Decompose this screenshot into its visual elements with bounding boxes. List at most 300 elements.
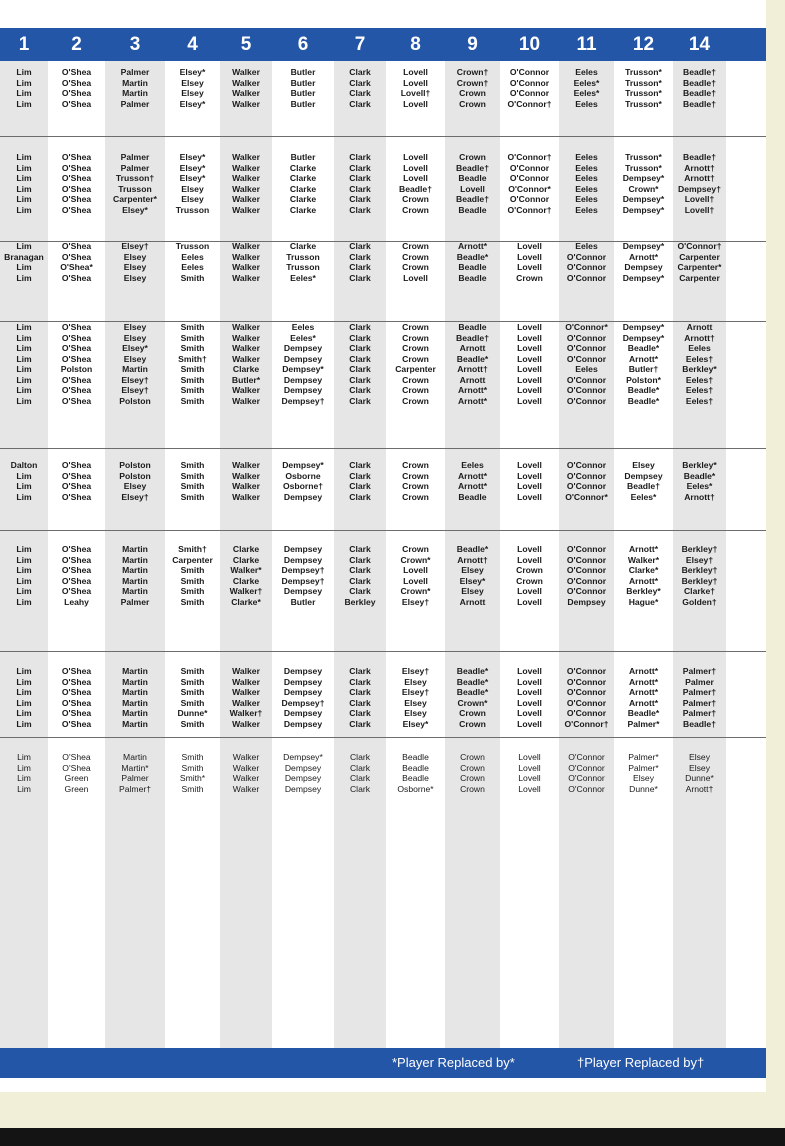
- player-name-cell: Lim: [16, 364, 32, 374]
- lineup-row: [0, 586, 766, 597]
- lineup-row: [0, 396, 766, 407]
- player-name-cell: Walker: [232, 251, 260, 262]
- player-name-cell: Green: [64, 783, 89, 794]
- player-name-cell: Dempsey: [283, 708, 323, 718]
- player-name-cell: Carpenter: [679, 251, 720, 262]
- lineup-row: [0, 666, 766, 677]
- player-name-cell: Walker: [232, 395, 260, 406]
- player-name-cell: Smith: [180, 586, 205, 596]
- lineup-row: [0, 597, 766, 608]
- player-name-cell: Walker: [232, 481, 260, 491]
- player-name-cell: O'Connor: [566, 460, 607, 470]
- player-name-cell: Clark: [349, 752, 371, 762]
- player-name-cell: Berkley*: [626, 586, 661, 596]
- column-header-8: 8: [410, 34, 421, 55]
- player-name-cell: Eeles: [688, 343, 711, 353]
- player-name-cell: Eeles*: [290, 332, 316, 343]
- player-name-cell: Trusson*: [625, 162, 662, 173]
- player-name-cell: Dempsey: [283, 718, 323, 729]
- player-name-cell: O'Connor*: [565, 491, 608, 502]
- player-name-cell: Arnott: [459, 596, 486, 607]
- player-name-cell: Lovell: [403, 98, 428, 109]
- player-name-cell: O'Connor: [566, 544, 607, 554]
- player-name-cell: Martin: [122, 586, 148, 596]
- player-name-cell: Eeles†: [685, 353, 714, 364]
- match-separator: [0, 737, 766, 738]
- player-name-cell: O'Connor: [566, 385, 607, 395]
- player-name-cell: Elsey: [181, 77, 204, 88]
- player-name-cell: O'Connor: [566, 666, 607, 676]
- player-name-cell: Dempsey*: [622, 204, 665, 215]
- player-name-cell: Arnott: [459, 374, 486, 385]
- player-name-cell: Lovell†: [684, 194, 715, 204]
- player-name-cell: Crown: [459, 152, 486, 162]
- player-name-cell: Martin: [122, 575, 148, 586]
- player-name-cell: Eeles: [575, 204, 598, 215]
- player-name-cell: Lim: [16, 374, 32, 385]
- player-name-cell: Dunne*: [177, 708, 208, 718]
- player-name-cell: Dempsey: [567, 596, 606, 607]
- player-name-cell: Palmer*: [628, 762, 659, 773]
- player-name-cell: Walker: [232, 67, 260, 77]
- lineup-row: [0, 471, 766, 482]
- player-name-cell: Osborne: [285, 470, 321, 481]
- player-name-cell: Smith: [181, 752, 204, 762]
- player-name-cell: Smith†: [178, 544, 207, 554]
- player-name-cell: Dempsey: [283, 554, 323, 565]
- player-name-cell: Polston*: [626, 374, 661, 385]
- player-name-cell: Lovell: [517, 586, 542, 596]
- player-name-cell: Butler: [290, 67, 316, 77]
- player-name-cell: Lovell†: [400, 88, 431, 98]
- player-name-cell: Beadle: [458, 204, 487, 215]
- player-name-cell: Dempsey: [283, 343, 323, 353]
- player-name-cell: Walker: [232, 752, 260, 762]
- player-name-cell: Crown: [460, 752, 485, 762]
- player-name-cell: Elsey†: [121, 385, 149, 395]
- player-name-cell: Arnott†: [457, 554, 488, 565]
- player-name-cell: Lim: [16, 194, 32, 204]
- player-name-cell: Eeles: [291, 322, 315, 332]
- player-name-cell: O'Shea: [61, 77, 92, 88]
- player-name-cell: O'Shea: [61, 88, 92, 98]
- lineup-row: [0, 152, 766, 163]
- player-name-cell: Polston: [60, 364, 93, 374]
- player-name-cell: Lovell: [517, 687, 542, 697]
- player-name-cell: Trusson*: [625, 152, 662, 162]
- player-name-cell: O'Shea: [61, 183, 92, 194]
- player-name-cell: O'Connor: [566, 481, 607, 491]
- player-name-cell: Lim: [17, 783, 31, 794]
- player-name-cell: Lim: [16, 554, 32, 565]
- player-name-cell: Arnott†: [684, 162, 715, 173]
- player-name-cell: Palmer: [120, 162, 150, 173]
- player-name-cell: Dempsey: [283, 374, 323, 385]
- player-name-cell: Martin: [122, 697, 148, 708]
- player-name-cell: Clark: [349, 460, 371, 470]
- column-header-1: 1: [18, 34, 30, 55]
- player-name-cell: Walker: [232, 783, 260, 794]
- player-name-cell: Elsey†: [121, 491, 149, 502]
- lineup-row: [0, 719, 766, 730]
- player-name-cell: Arnott*: [457, 385, 488, 395]
- player-name-cell: O'Connor†: [507, 152, 552, 162]
- player-name-cell: Trusson*: [625, 88, 662, 98]
- player-name-cell: Beadle*: [627, 708, 660, 718]
- player-name-cell: Lim: [17, 752, 31, 762]
- player-name-cell: Clark: [349, 565, 371, 575]
- player-name-cell: Golden†: [682, 596, 717, 607]
- player-name-cell: Lovell: [517, 364, 542, 374]
- player-name-cell: Arnott*: [457, 395, 488, 406]
- player-name-cell: Osborne†: [282, 481, 324, 491]
- lineup-row: [0, 99, 766, 110]
- player-name-cell: Dempsey: [284, 783, 322, 794]
- player-name-cell: Smith: [180, 460, 205, 470]
- player-name-cell: Palmer†: [682, 697, 717, 708]
- player-name-cell: Elsey*: [179, 67, 206, 77]
- player-name-cell: O'Shea: [61, 666, 92, 676]
- player-name-cell: Elsey: [688, 762, 710, 773]
- player-name-cell: O'Shea: [61, 697, 92, 708]
- player-name-cell: Lovell: [517, 718, 542, 729]
- lineup-row: [0, 252, 766, 263]
- player-name-cell: O'Connor: [566, 565, 607, 575]
- player-name-cell: Lovell: [517, 544, 542, 554]
- player-name-cell: Palmer: [685, 676, 714, 687]
- player-name-cell: O'Connor†: [507, 98, 552, 109]
- player-name-cell: Dempsey: [283, 353, 323, 364]
- player-name-cell: Trusson: [286, 262, 320, 272]
- player-name-cell: O'Shea: [61, 204, 92, 215]
- player-name-cell: Walker: [232, 718, 260, 729]
- player-name-cell: Lovell: [403, 77, 428, 88]
- player-name-cell: Arnott*: [628, 666, 659, 676]
- player-name-cell: Dempsey: [283, 676, 323, 687]
- player-name-cell: Lovell: [517, 322, 542, 332]
- player-name-cell: Palmer: [120, 152, 150, 162]
- player-name-cell: Berkley*: [682, 460, 717, 470]
- player-name-cell: O'Connor*: [565, 322, 608, 332]
- player-name-cell: Crown: [402, 262, 429, 272]
- player-name-cell: O'Shea: [61, 374, 92, 385]
- player-name-cell: Lovell: [517, 241, 542, 251]
- lineup-row: [0, 576, 766, 587]
- player-name-cell: Crown*: [628, 183, 659, 194]
- player-name-cell: Lim: [16, 544, 32, 554]
- player-name-cell: O'Shea: [61, 152, 92, 162]
- player-name-cell: Walker: [232, 460, 260, 470]
- player-name-cell: O'Shea: [61, 460, 92, 470]
- player-name-cell: Clark: [349, 544, 371, 554]
- lineup-row: [0, 78, 766, 89]
- player-name-cell: O'Connor: [509, 88, 550, 98]
- player-name-cell: Clark: [349, 481, 371, 491]
- player-name-cell: Beadle†: [683, 152, 716, 162]
- player-name-cell: Clarke: [289, 204, 317, 215]
- player-name-cell: Elsey*: [179, 98, 206, 109]
- player-name-cell: Lovell: [517, 666, 542, 676]
- player-name-cell: Dempsey*: [622, 173, 665, 183]
- match-separator: [0, 448, 766, 449]
- player-name-cell: Elsey: [461, 565, 484, 575]
- match-lineup-block: [0, 241, 766, 283]
- player-name-cell: Walker: [232, 241, 260, 251]
- player-name-cell: Clark: [349, 586, 371, 596]
- player-name-cell: Smith: [181, 762, 204, 773]
- player-name-cell: Beadle*: [456, 251, 489, 262]
- player-name-cell: Lim: [16, 241, 32, 251]
- player-name-cell: Smith: [180, 718, 205, 729]
- player-name-cell: Eeles*: [573, 88, 600, 98]
- player-name-cell: Elsey†: [121, 241, 149, 251]
- player-name-cell: Clark: [349, 718, 371, 729]
- player-name-cell: Lovell: [517, 708, 542, 718]
- player-name-cell: Carpenter*: [113, 194, 157, 204]
- player-name-cell: Lovell: [517, 395, 542, 406]
- player-name-cell: Beadle†: [683, 88, 716, 98]
- player-name-cell: Polston: [119, 395, 151, 406]
- player-name-cell: Lim: [16, 173, 32, 183]
- player-name-cell: Elsey: [123, 251, 147, 262]
- player-name-cell: O'Shea: [61, 575, 92, 586]
- lineup-row: [0, 544, 766, 555]
- player-name-cell: Dempsey: [283, 385, 323, 395]
- player-name-cell: Osborne*: [397, 783, 434, 794]
- player-name-cell: Butler*: [231, 374, 261, 385]
- player-name-cell: Palmer*: [628, 752, 659, 762]
- lineup-row: [0, 364, 766, 375]
- match-lineup-block: [0, 752, 766, 794]
- player-name-cell: Walker: [232, 262, 260, 272]
- player-name-cell: Lovell: [403, 67, 428, 77]
- player-name-cell: Eeles: [575, 194, 598, 204]
- lineup-row: [0, 343, 766, 354]
- player-name-cell: Arnott†: [457, 364, 488, 374]
- player-name-cell: O'Shea: [61, 241, 92, 251]
- player-name-cell: O'Shea: [61, 251, 92, 262]
- player-name-cell: Eeles: [575, 67, 598, 77]
- player-name-cell: Lovell: [517, 554, 542, 565]
- shirt-number-header: [0, 28, 766, 61]
- player-name-cell: Dempsey: [284, 762, 322, 773]
- player-name-cell: Trusson†: [115, 173, 155, 183]
- lineup-row: [0, 481, 766, 492]
- player-name-cell: Dempsey*: [622, 332, 665, 343]
- player-name-cell: O'Shea: [61, 470, 92, 481]
- player-name-cell: Trusson*: [625, 67, 662, 77]
- player-name-cell: Smith*: [179, 773, 206, 783]
- player-name-cell: Lovell: [403, 173, 428, 183]
- player-name-cell: Clark: [349, 98, 371, 109]
- player-name-cell: Walker: [232, 204, 260, 215]
- player-name-cell: Lim: [17, 773, 31, 783]
- player-name-cell: O'Connor†: [507, 204, 552, 215]
- player-name-cell: Clark: [349, 470, 371, 481]
- player-name-cell: Lovell: [403, 162, 428, 173]
- player-name-cell: Carpenter: [679, 272, 720, 283]
- player-name-cell: Beadle*: [456, 353, 489, 364]
- player-name-cell: O'Shea: [61, 353, 92, 364]
- player-name-cell: Clark: [349, 385, 371, 395]
- player-name-cell: Crown: [402, 470, 429, 481]
- player-name-cell: Dempsey: [284, 773, 322, 783]
- player-name-cell: Beadle: [458, 173, 487, 183]
- player-name-cell: Lovell: [518, 762, 541, 773]
- player-name-cell: O'Connor: [568, 752, 605, 762]
- lineup-row: [0, 354, 766, 365]
- player-name-cell: Smith: [180, 374, 205, 385]
- player-name-cell: Crown: [402, 322, 429, 332]
- match-lineup-block: [0, 460, 766, 502]
- player-name-cell: Berkley†: [681, 575, 718, 586]
- player-name-cell: Clark: [349, 183, 371, 194]
- match-lineup-block: [0, 67, 766, 109]
- player-name-cell: O'Connor: [566, 332, 607, 343]
- player-name-cell: Crown: [402, 460, 429, 470]
- player-name-cell: Dempsey*: [282, 364, 324, 374]
- player-name-cell: Palmer†: [682, 666, 717, 676]
- player-name-cell: Clark: [349, 88, 371, 98]
- player-name-cell: Lim: [16, 575, 32, 586]
- player-name-cell: O'Connor: [568, 762, 605, 773]
- player-name-cell: Lim: [16, 718, 32, 729]
- match-separator: [0, 530, 766, 531]
- player-name-cell: Lim: [16, 343, 32, 353]
- player-name-cell: Dempsey†: [281, 575, 325, 586]
- scan-bottom-edge: [0, 1128, 785, 1146]
- player-name-cell: Clark: [349, 251, 371, 262]
- player-name-cell: Lim: [16, 586, 32, 596]
- player-name-cell: Polston: [119, 470, 151, 481]
- player-name-cell: Arnott†: [684, 491, 715, 502]
- player-name-cell: Walker: [232, 687, 260, 697]
- player-name-cell: Crown: [402, 395, 429, 406]
- player-name-cell: Crown: [460, 773, 485, 783]
- player-name-cell: O'Connor: [566, 395, 607, 406]
- player-name-cell: Lovell: [403, 152, 428, 162]
- lineup-row: [0, 375, 766, 386]
- player-name-cell: Martin: [122, 666, 148, 676]
- player-name-cell: Dempsey: [283, 586, 323, 596]
- lineup-row: [0, 241, 766, 252]
- player-name-cell: Lim: [16, 565, 32, 575]
- player-name-cell: Arnott*: [628, 251, 659, 262]
- player-name-cell: Beadle: [402, 762, 429, 773]
- player-name-cell: Elsey†: [401, 666, 430, 676]
- player-name-cell: Crown†: [456, 67, 489, 77]
- player-name-cell: Clark: [349, 773, 371, 783]
- player-name-cell: Crown: [460, 762, 485, 773]
- lineup-row: [0, 708, 766, 719]
- team-lineups-table: [0, 61, 766, 1048]
- player-name-cell: Eeles*: [290, 272, 316, 283]
- player-name-cell: Lovell: [517, 481, 542, 491]
- player-name-cell: Smith: [181, 783, 204, 794]
- player-name-cell: Walker: [232, 343, 260, 353]
- player-name-cell: Clark: [349, 343, 371, 353]
- player-name-cell: Clark: [349, 783, 371, 794]
- player-name-cell: Beadle: [458, 262, 487, 272]
- player-name-cell: Smith: [180, 332, 205, 343]
- player-name-cell: Martin: [122, 364, 148, 374]
- player-name-cell: Crown: [402, 481, 429, 491]
- player-name-cell: Trusson*: [625, 77, 662, 88]
- player-name-cell: Crown: [459, 88, 486, 98]
- player-name-cell: Walker: [232, 98, 260, 109]
- lineup-row: [0, 184, 766, 195]
- player-name-cell: Smith: [180, 565, 205, 575]
- lineup-row: [0, 492, 766, 503]
- player-name-cell: Butler: [290, 88, 316, 98]
- player-name-cell: Lim: [16, 708, 32, 718]
- player-name-cell: Clarke: [232, 554, 260, 565]
- player-name-cell: Lim: [16, 697, 32, 708]
- player-name-cell: Beadle: [458, 322, 487, 332]
- player-name-cell: Branagan: [4, 251, 44, 262]
- player-name-cell: O'Shea: [61, 565, 92, 575]
- player-name-cell: Lovell: [517, 262, 542, 272]
- lineup-row: [0, 565, 766, 576]
- player-name-cell: Crown: [402, 491, 429, 502]
- player-name-cell: Lovell: [460, 183, 485, 194]
- player-name-cell: Lovell: [518, 752, 541, 762]
- player-name-cell: Palmer†: [119, 783, 151, 794]
- player-name-cell: Walker*: [230, 565, 262, 575]
- player-name-cell: Beadle: [458, 491, 487, 502]
- player-name-cell: Clark: [349, 491, 371, 502]
- player-name-cell: Arnott†: [684, 332, 715, 343]
- player-name-cell: Arnott: [686, 322, 713, 332]
- player-name-cell: Dempsey†: [281, 565, 325, 575]
- player-name-cell: Elsey: [181, 194, 204, 204]
- player-name-cell: Martin: [122, 77, 148, 88]
- player-name-cell: Lim: [16, 322, 32, 332]
- player-name-cell: Elsey: [404, 697, 427, 708]
- player-name-cell: Clark: [349, 152, 371, 162]
- player-name-cell: Beadle†: [683, 718, 716, 729]
- player-name-cell: Lovell: [403, 575, 428, 586]
- player-name-cell: Clark: [349, 262, 371, 272]
- player-name-cell: Clark: [349, 332, 371, 343]
- player-name-cell: Elsey†: [401, 596, 430, 607]
- player-name-cell: Smith: [180, 687, 205, 697]
- player-name-cell: Walker: [232, 88, 260, 98]
- player-name-cell: Lovell: [517, 697, 542, 708]
- player-name-cell: Butler: [290, 98, 316, 109]
- player-name-cell: Lovell: [517, 460, 542, 470]
- player-name-cell: O'Connor: [566, 262, 607, 272]
- player-name-cell: Walker: [232, 332, 260, 343]
- player-name-cell: Palmer: [121, 773, 149, 783]
- player-name-cell: Smith: [180, 596, 205, 607]
- lineup-row: [0, 67, 766, 78]
- player-name-cell: Lim: [16, 88, 32, 98]
- player-name-cell: Lovell†: [684, 204, 715, 215]
- player-name-cell: Dempsey: [283, 544, 323, 554]
- player-name-cell: Crown: [402, 343, 429, 353]
- player-name-cell: Clark: [349, 353, 371, 364]
- player-name-cell: O'Shea: [62, 752, 91, 762]
- player-name-cell: Lim: [16, 385, 32, 395]
- lineup-row: [0, 173, 766, 184]
- player-name-cell: Clark: [349, 697, 371, 708]
- player-name-cell: Lim: [16, 152, 32, 162]
- player-name-cell: Lim: [16, 272, 32, 283]
- player-name-cell: Elsey: [461, 586, 484, 596]
- player-name-cell: Beadle*: [456, 687, 489, 697]
- player-name-cell: Dempsey*: [283, 752, 323, 762]
